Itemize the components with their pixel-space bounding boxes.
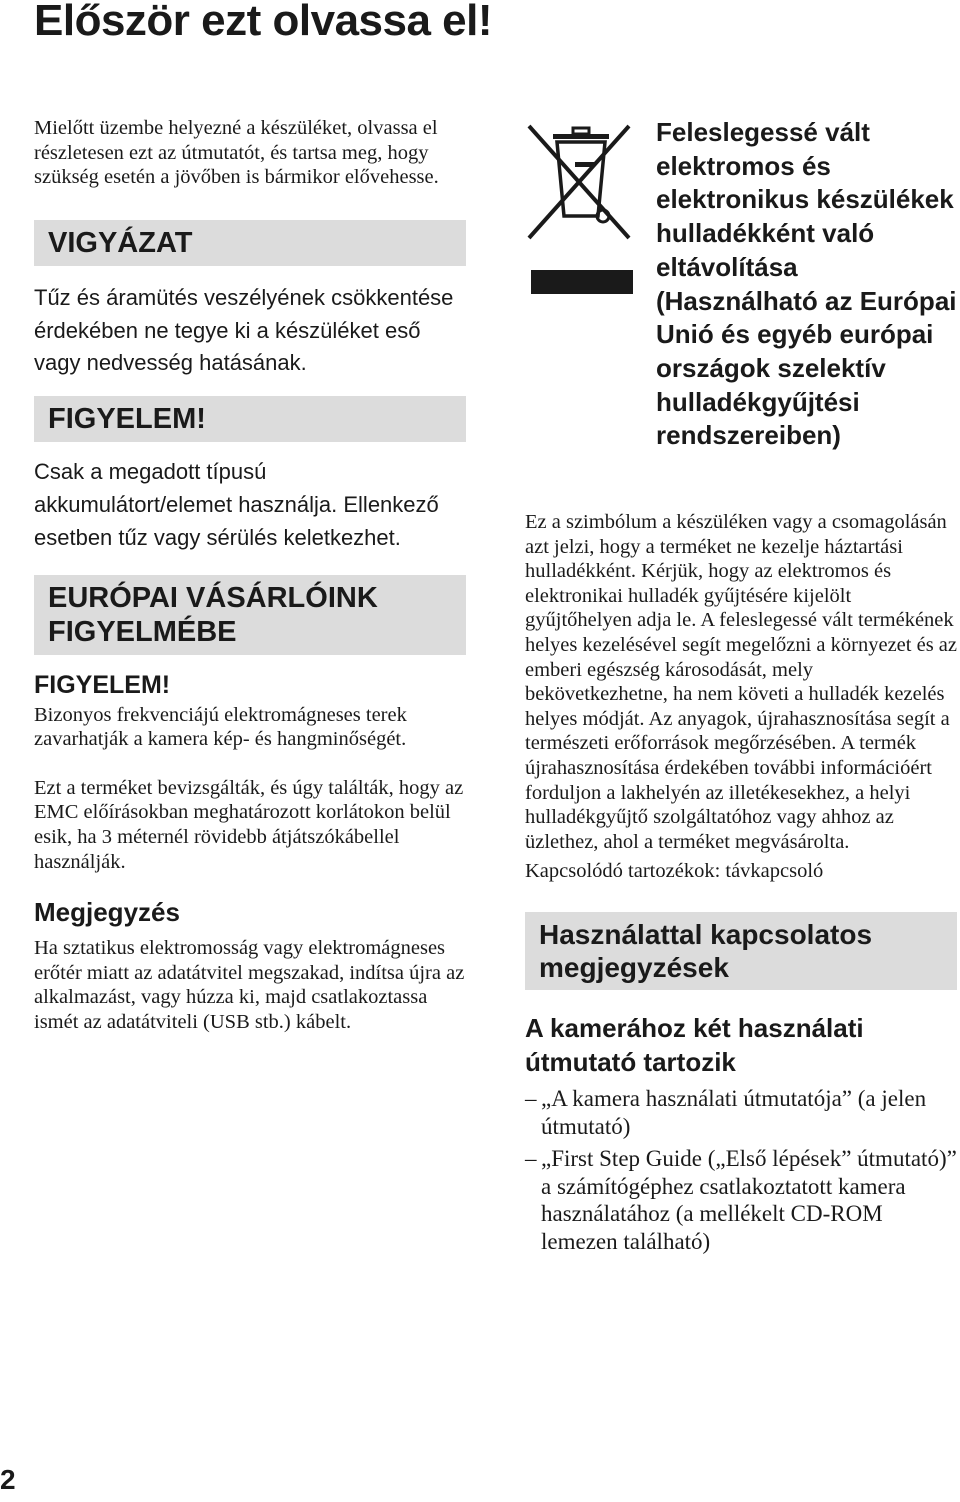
vigyazat-text: Tűz és áramütés veszélyének csökkentése érdekében ne tegye ki a készüléket eső vagy nedvesség hatásának. xyxy=(34,284,454,376)
vigyazat-heading: VIGYÁZAT xyxy=(34,220,466,266)
left-column xyxy=(34,116,466,1035)
europai-text-1: Bizonyos frekvenciájú elektromágneses terek zavarhatják a kamera kép- és hangminőségét. xyxy=(34,703,407,751)
right-column xyxy=(525,116,957,1260)
europai-heading: EURÓPAI VÁSÁRLÓINK FIGYELMÉBE xyxy=(34,575,466,655)
manual-list xyxy=(525,1085,957,1255)
figyelem-heading: FIGYELEM! xyxy=(34,396,466,442)
page-number: 2 xyxy=(0,1464,16,1495)
list-item: – „First Step Guide („Első lépések” útmutató)” a számítógéphez csatlakoztatott kamera használatához (a mellékelt CD-ROM lemezen található) xyxy=(525,1146,957,1254)
crossed-out-wheelie-bin-icon xyxy=(525,120,637,295)
europai-subheading: FIGYELEM! xyxy=(34,670,171,699)
page-title: Először ezt olvassa el! xyxy=(34,0,493,45)
weee-heading: Feleslegessé vált elektromos és elektronikus készülékek hulladékként való eltávolítása (Használható az Európai Unió és egyéb európai országok szelektív hulladékgyűjtési rendszereiben) xyxy=(656,117,957,451)
list-item: – „A kamera használati útmutatója” (a jelen útmutató) xyxy=(525,1086,927,1139)
megjegyzes-heading: Megjegyzés xyxy=(34,897,180,928)
megjegyzes-text: Ha sztatikus elektromosság vagy elektromágneses erőtér miatt az adatátvitel megszakad, indítsa újra az alkalmazást, vagy húzza ki, majd csatlakoztassa ismét az adatátviteli (USB stb.) kábelt. xyxy=(34,937,465,1033)
weee-section xyxy=(525,116,957,510)
europai-text-2: Ezt a terméket bevizsgálták, és úgy találták, hogy az EMC előírásokban meghatározott korlátokon belül esik, ha 3 méternél rövidebb átjátszókábellel használják. xyxy=(34,776,464,873)
intro-text: Mielőtt üzembe helyezné a készüléket, olvassa el részletesen ezt az útmutatót, és tartsa meg, hogy szükség esetén a jövőben is bármikor elővehesse. xyxy=(34,117,439,189)
hasznalat-heading: Használattal kapcsolatos megjegyzések xyxy=(525,912,957,990)
accessory-text: Kapcsolódó tartozékok: távkapcsoló xyxy=(525,860,824,883)
hasznalat-subheading: A kamerához két használati útmutató tartozik xyxy=(525,1012,864,1077)
figyelem-text: Csak a megadott típusú akkumulátort/elemet használja. Ellenkező esetben tűz vagy sérülés keletkezhet. xyxy=(34,459,439,550)
weee-text: Ez a szimbólum a készüléken vagy a csomagolásán azt jelzi, hogy a terméket ne kezelje háztartási hulladékként. Kérjük, hogy az elektromos és elektronikai hulladék gyűjtésére kijelölt gyűjtőhelyen adja le. A feleslegessé vált termékének helyes kezelésével segít megelőzni a környezet és az emberi egészség károsodását, mely bekövetkezhetne, ha nem követi a hulladék kezelés helyes módját. Az anyagok, újrahasznosítása segít a természeti erőforrások megőrzésében. A termék újrahasznosítása érdekében további információért forduljon a lakhelyén az illetékesekhez, a helyi hulladékgyűjtő szolgáltatóhoz vagy ahhoz az üzlethez, ahol a terméket megvásárolta. xyxy=(525,511,958,853)
